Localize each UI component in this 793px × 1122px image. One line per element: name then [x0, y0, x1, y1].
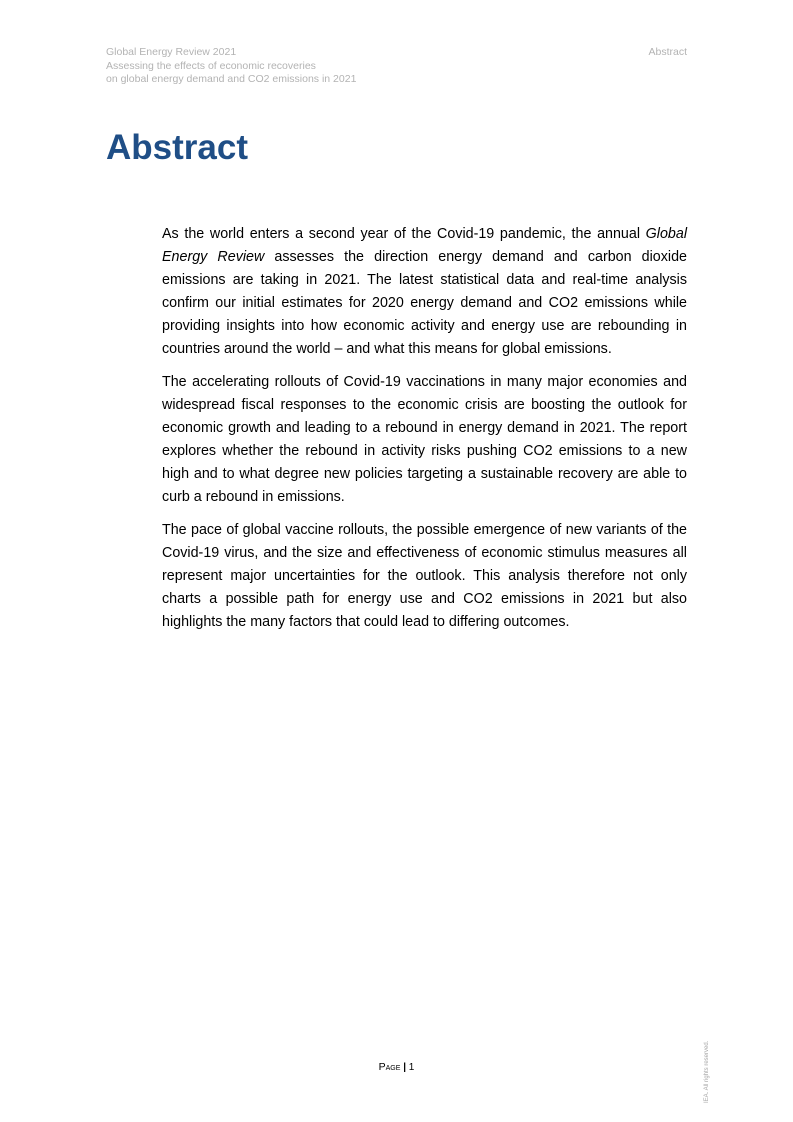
- paragraph-1-text-start: As the world enters a second year of the Covid-19 pandemic, the annual: [162, 226, 646, 242]
- abstract-body: [162, 223, 687, 644]
- report-name-italic: Global Energy Review: [162, 226, 687, 265]
- page-label: Page: [378, 1061, 401, 1073]
- abstract-paragraph-3: The pace of global vaccine rollouts, the possible emergence of new variants of the Covid-19 virus, and the size and effectiveness of economic stimulus measures all represent major uncertainties for the outlook. This analysis therefore not only charts a possible path for energy use and CO2 emissions in 2021 but also highlights the many factors that could lead to differing outcomes.: [162, 522, 687, 630]
- page-number: 1: [408, 1062, 415, 1073]
- abstract-paragraph-1: [162, 223, 687, 361]
- header-report-title: Global Energy Review 2021: [106, 46, 237, 58]
- header-section-name: Abstract: [648, 46, 687, 58]
- page-separator: |: [403, 1062, 407, 1073]
- header-subtitle-line-2: on global energy demand and CO2 emissions in 2021: [106, 73, 357, 85]
- page-title: Abstract: [106, 128, 248, 167]
- rights-notice: IEA. All rights reserved.: [704, 1040, 710, 1103]
- page-footer: [0, 1060, 793, 1075]
- running-header: [106, 46, 356, 87]
- paragraph-1-text-end: assesses the direction energy demand and carbon dioxide emissions are taking in 2021. The latest statistical data and real-time analysis confirm our initial estimates for 2020 energy demand and CO2 emissions while providing insights into how economic activity and energy use are rebounding in countries around the world – and what this means for global emissions.: [162, 249, 687, 357]
- abstract-paragraph-2: The accelerating rollouts of Covid-19 vaccinations in many major economies and widespread fiscal responses to the economic crisis are boosting the outlook for economic growth and leading to a rebound in energy demand in 2021. The report explores whether the rebound in activity risks pushing CO2 emissions to a new high and to what degree new policies targeting a sustainable recovery are able to curb a rebound in emissions.: [162, 374, 687, 505]
- header-subtitle-line-1: Assessing the effects of economic recoveries: [106, 59, 316, 72]
